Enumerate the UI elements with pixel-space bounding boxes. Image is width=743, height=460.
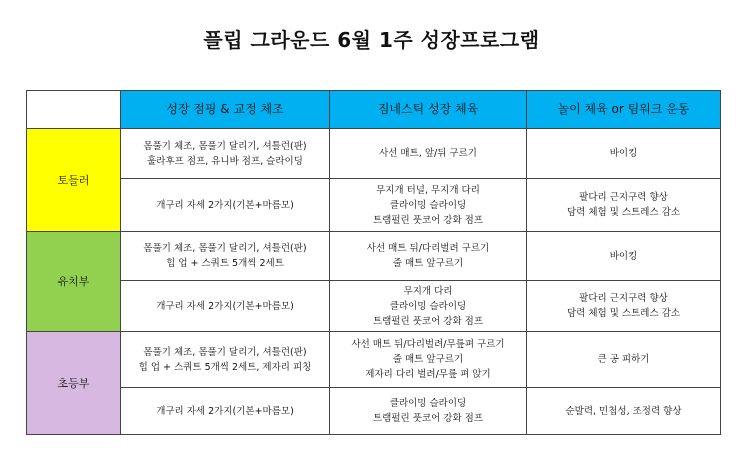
program-table (26, 90, 721, 435)
cell-line: 트램펄린 풋코어 강화 점프 (372, 315, 483, 327)
cell-line: 몸풀기 체조, 몸풀기 달리기, 셔틀런(판) (143, 140, 307, 152)
cell-line: 무지개 다리 (403, 285, 453, 297)
table-row (27, 129, 721, 179)
cell-line: 줄 매트 앞구르기 (392, 354, 464, 365)
cell-growth-jumping (121, 388, 330, 435)
cell-play-teamwork (527, 388, 721, 435)
cell-play-teamwork (527, 281, 721, 332)
cell-line: 줄 매트 앞구르기 (392, 258, 464, 269)
page-title: 플립 그라운드 6월 1주 성장프로그램 (203, 28, 540, 52)
cell-play-teamwork (527, 232, 721, 281)
group-label-toddler: 토들러 (27, 129, 121, 232)
header-play-teamwork: 놀이 체육 or 팀워크 운동 (527, 91, 721, 129)
cell-line: 큰 공 피하기 (597, 354, 650, 365)
cell-line: 사선 매트, 앞/뒤 구르기 (379, 148, 477, 159)
cell-line: 몸풀기 체조, 몸풀기 달리기, 셔틀런(판) (143, 346, 307, 358)
corner-cell (27, 91, 121, 129)
table-row (27, 281, 721, 332)
cell-growth-jumping (121, 129, 330, 179)
cell-line: 팔다리 근지구력 향상 (579, 192, 668, 203)
header-gymnastics: 짐네스틱 성장 체육 (330, 91, 527, 129)
cell-line: 사선 매트 뒤/다리벌려/무릎펴 구르기 (351, 339, 505, 350)
cell-line: 제자리 다리 벌려/무릎 펴 앉기 (365, 369, 491, 380)
cell-line: 클라이밍 슬라이딩 (389, 199, 467, 211)
cell-play-teamwork (527, 129, 721, 179)
cell-gymnastics (330, 281, 527, 332)
cell-gymnastics (330, 388, 527, 435)
cell-gymnastics (330, 232, 527, 281)
cell-line: 트램펄린 풋코어 강화 점프 (372, 413, 483, 424)
cell-line: 클라이밍 슬라이딩 (389, 398, 467, 409)
cell-line: 순발력, 민첩성, 조정력 향상 (565, 405, 682, 417)
cell-growth-jumping (121, 179, 330, 232)
cell-gymnastics (330, 332, 527, 388)
table-row (27, 179, 721, 232)
cell-play-teamwork (527, 179, 721, 232)
table-row (27, 332, 721, 388)
cell-line: 개구리 자세 2가지(기본+마름모) (156, 300, 294, 312)
cell-line: 힙 업 + 스쿼트 5개씩 2세트 (166, 258, 284, 269)
cell-line: 트램펄린 풋코어 강화 점프 (372, 214, 483, 226)
cell-gymnastics (330, 179, 527, 232)
cell-line: 무지개 터널, 무지개 다리 (376, 184, 480, 196)
header-growth-jumping: 성장 점핑 & 교정 체조 (121, 91, 330, 129)
cell-line: 힙 업 + 스쿼트 5개씩 2세트, 제자리 피칭 (138, 361, 312, 373)
cell-play-teamwork (527, 332, 721, 388)
cell-line: 개구리 자세 2가지(기본+마름모) (156, 199, 294, 211)
cell-line: 담력 체험 및 스트레스 감소 (566, 308, 681, 319)
cell-line: 바이킹 (609, 148, 638, 159)
table-row (27, 388, 721, 435)
cell-growth-jumping (121, 332, 330, 388)
group-label-kindergarten: 유치부 (27, 232, 121, 332)
cell-line: 클라이밍 슬라이딩 (389, 300, 467, 312)
cell-line: 개구리 자세 2가지(기본+마름모) (156, 405, 294, 417)
cell-growth-jumping (121, 281, 330, 332)
cell-gymnastics (330, 129, 527, 179)
cell-line: 훌라후프 점프, 유니바 점프, 슬라이딩 (147, 155, 303, 167)
cell-line: 사선 매트 뒤/다리벌려 구르기 (366, 243, 490, 254)
cell-line: 담력 체험 및 스트레스 감소 (566, 207, 681, 218)
cell-line: 팔다리 근지구력 향상 (579, 293, 668, 304)
table-row (27, 232, 721, 281)
group-label-elementary: 초등부 (27, 332, 121, 435)
header-row (27, 91, 721, 129)
cell-line: 바이킹 (609, 250, 638, 262)
cell-growth-jumping (121, 232, 330, 281)
cell-line: 몸풀기 체조, 몸풀기 달리기, 셔틀런(판) (143, 243, 307, 254)
